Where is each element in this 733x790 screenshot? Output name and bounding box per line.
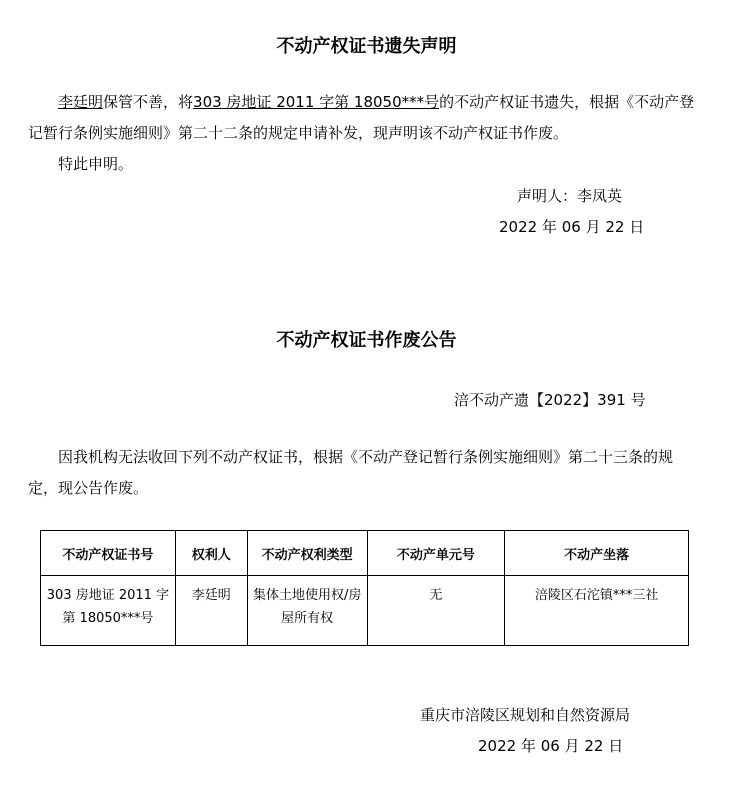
- cell-unit-no: 无: [367, 576, 505, 646]
- cell-right-type: 集体土地使用权/房屋所有权: [247, 576, 367, 646]
- declaration-text-mid: 保管不善，将: [103, 93, 194, 111]
- announcement-body: 因我机构无法收回下列不动产权证书，根据《不动产登记暂行条例实施细则》第二十三条的规定，现公告作废。: [28, 448, 674, 497]
- cell-location: 涪陵区石沱镇***三社: [505, 576, 689, 646]
- certificate-table: [40, 530, 689, 646]
- declarant: 声明人：李凤英: [517, 187, 623, 205]
- announcement-date: 2022 年 06 月 22 日: [478, 737, 624, 755]
- certificate-number: 303 房地证 2011 字第 18050***号: [193, 93, 440, 111]
- document-number: 涪不动产遗【2022】391 号: [454, 391, 646, 409]
- header-unit-no: 不动产单元号: [367, 531, 505, 576]
- announcement-title: 不动产权证书作废公告: [276, 330, 457, 351]
- declaration-date: 2022 年 06 月 22 日: [499, 218, 645, 236]
- header-right-type: 不动产权利类型: [247, 531, 367, 576]
- issuer: 重庆市涪陵区规划和自然资源局: [420, 706, 631, 724]
- header-cert-no: 不动产权证书号: [41, 531, 176, 576]
- header-location: 不动产坐落: [505, 531, 689, 576]
- table-header-row: [41, 531, 689, 576]
- person-name: 李廷明: [58, 93, 104, 111]
- declaration-text-rest: 的不动产权证书遗失，根据《不动产登记暂行条例实施细则》第二十二条的规定申请补发，现声明该不动产权证书作废。: [28, 93, 695, 142]
- cell-cert-no: 303 房地证 2011 字第 18050***号: [41, 576, 176, 646]
- header-owner: 权利人: [175, 531, 247, 576]
- special-statement: 特此申明。: [58, 155, 134, 173]
- declaration-body: [28, 87, 698, 149]
- declaration-title: 不动产权证书遗失声明: [276, 36, 457, 57]
- table-row: [41, 576, 689, 646]
- cell-owner: 李廷明: [175, 576, 247, 646]
